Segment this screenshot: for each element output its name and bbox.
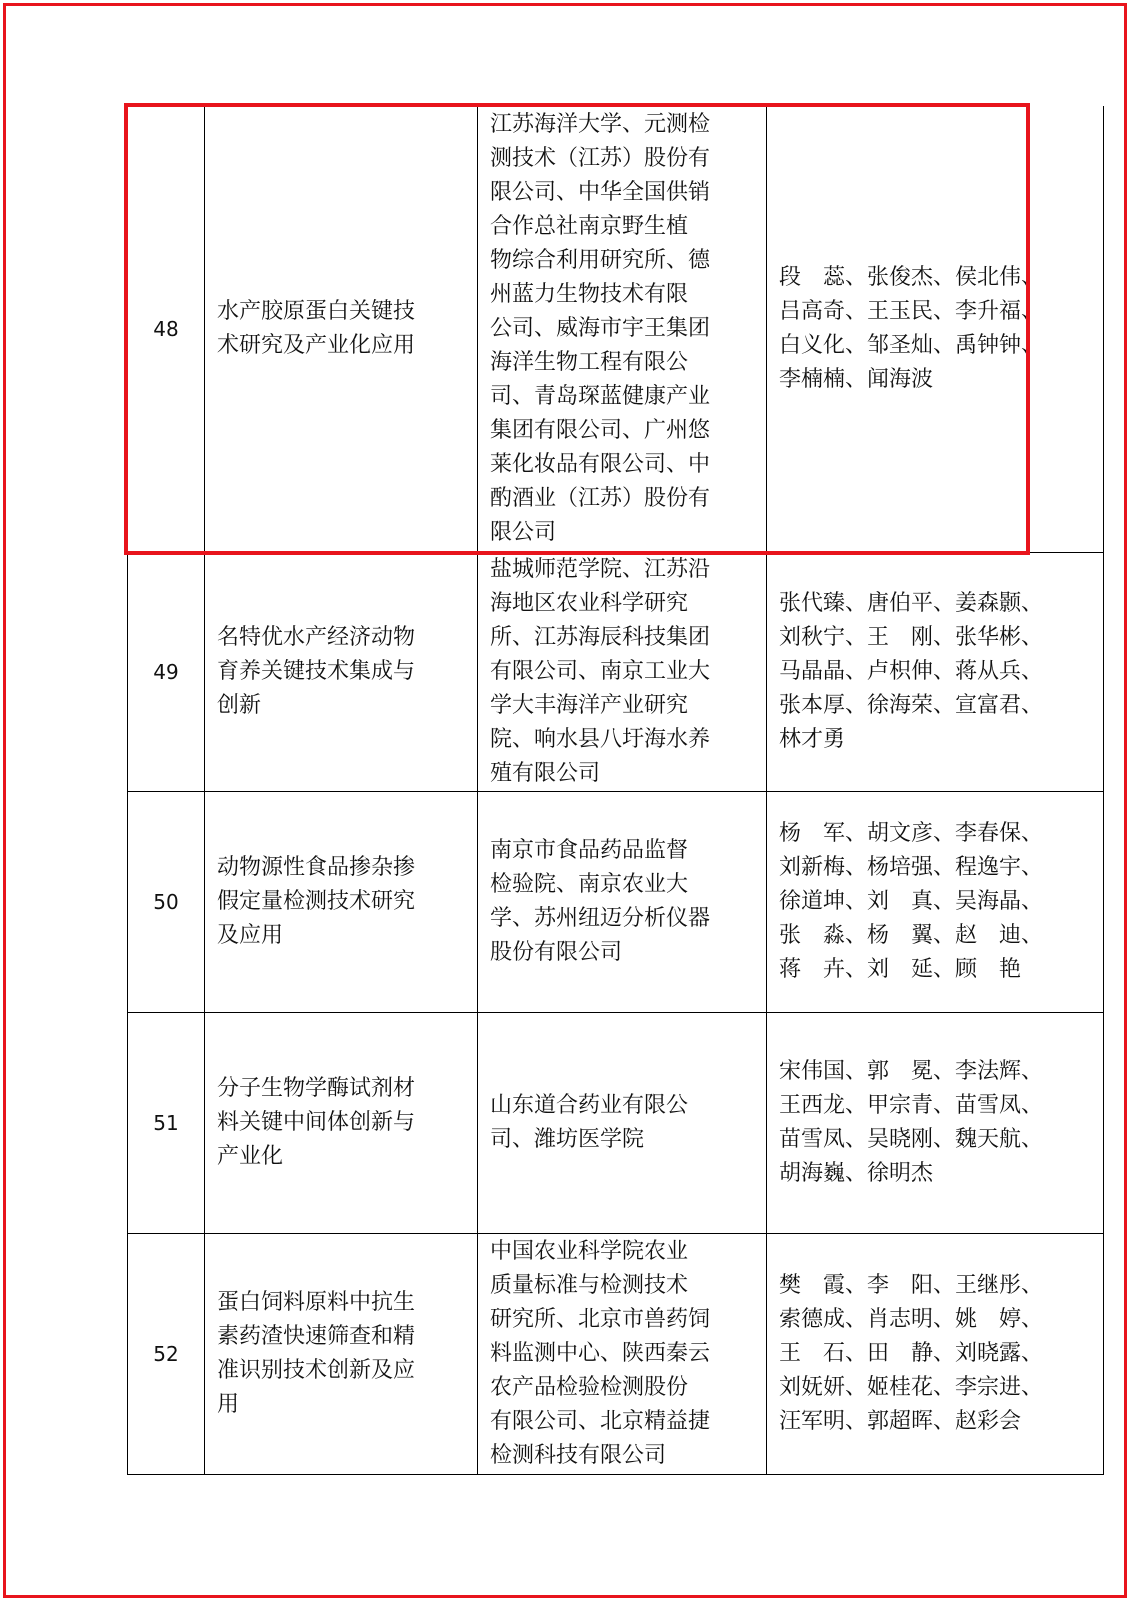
table-row bbox=[128, 553, 1104, 792]
row-number: 49 bbox=[128, 553, 205, 792]
completing-units: 盐城师范学院、江苏沿 海地区农业科学研究 所、江苏海辰科技集团 有限公司、南京工业大 学大丰海洋产业研究 院、响水县八圩海水养 殖有限公司 bbox=[478, 553, 767, 792]
row-number: 48 bbox=[128, 106, 205, 553]
completing-people: 杨 军、胡文彦、李春保、 刘新梅、杨培强、程逸宇、 徐道坤、刘 真、吴海晶、 张 淼、杨 翼、赵 迪、 蒋 卉、刘 延、顾 艳 bbox=[767, 792, 1104, 1013]
project-title: 水产胶原蛋白关键技 术研究及产业化应用 bbox=[205, 106, 478, 553]
row-number: 51 bbox=[128, 1013, 205, 1234]
table-row bbox=[128, 1013, 1104, 1234]
completing-people: 樊 霞、李 阳、王继彤、 索德成、肖志明、姚 婷、 王 石、田 静、刘晓露、 刘妩妍、姬桂花、李宗进、 汪军明、郭超晖、赵彩会 bbox=[767, 1234, 1104, 1475]
award-table bbox=[127, 106, 1104, 1475]
project-title: 动物源性食品掺杂掺 假定量检测技术研究 及应用 bbox=[205, 792, 478, 1013]
table-row bbox=[128, 106, 1104, 553]
completing-people: 张代臻、唐伯平、姜森颢、 刘秋宁、王 刚、张华彬、 马晶晶、卢枳伸、蒋从兵、 张本厚、徐海荣、宣富君、 林才勇 bbox=[767, 553, 1104, 792]
project-title: 分子生物学酶试剂材 料关键中间体创新与 产业化 bbox=[205, 1013, 478, 1234]
row-number: 50 bbox=[128, 792, 205, 1013]
completing-units: 中国农业科学院农业 质量标准与检测技术 研究所、北京市兽药饲 料监测中心、陕西秦云 农产品检验检测股份 有限公司、北京精益捷 检测科技有限公司 bbox=[478, 1234, 767, 1475]
completing-people: 段 蕊、张俊杰、侯北伟、 吕高奇、王玉民、李升福、 白义化、邹圣灿、禹钟钟、 李楠楠、闻海波 bbox=[767, 106, 1104, 553]
table-row bbox=[128, 792, 1104, 1013]
table-row bbox=[128, 1234, 1104, 1475]
completing-units: 江苏海洋大学、元测检 测技术（江苏）股份有 限公司、中华全国供销 合作总社南京野生植 物综合利用研究所、德 州蓝力生物技术有限 公司、威海市宇王集团 海洋生物工程有限公 司、青岛琛蓝健康产业 集团有限公司、广州悠 莱化妆品有限公司、中 酌酒业（江苏）股份有 限公司 bbox=[478, 106, 767, 553]
completing-people: 宋伟国、郭 冕、李法辉、 王西龙、甲宗青、苗雪凤、 苗雪凤、吴晓刚、魏天航、 胡海巍、徐明杰 bbox=[767, 1013, 1104, 1234]
completing-units: 南京市食品药品监督 检验院、南京农业大 学、苏州纽迈分析仪器 股份有限公司 bbox=[478, 792, 767, 1013]
row-number: 52 bbox=[128, 1234, 205, 1475]
completing-units: 山东道合药业有限公 司、潍坊医学院 bbox=[478, 1013, 767, 1234]
project-title: 名特优水产经济动物 育养关键技术集成与 创新 bbox=[205, 553, 478, 792]
project-title: 蛋白饲料原料中抗生 素药渣快速筛查和精 准识别技术创新及应 用 bbox=[205, 1234, 478, 1475]
